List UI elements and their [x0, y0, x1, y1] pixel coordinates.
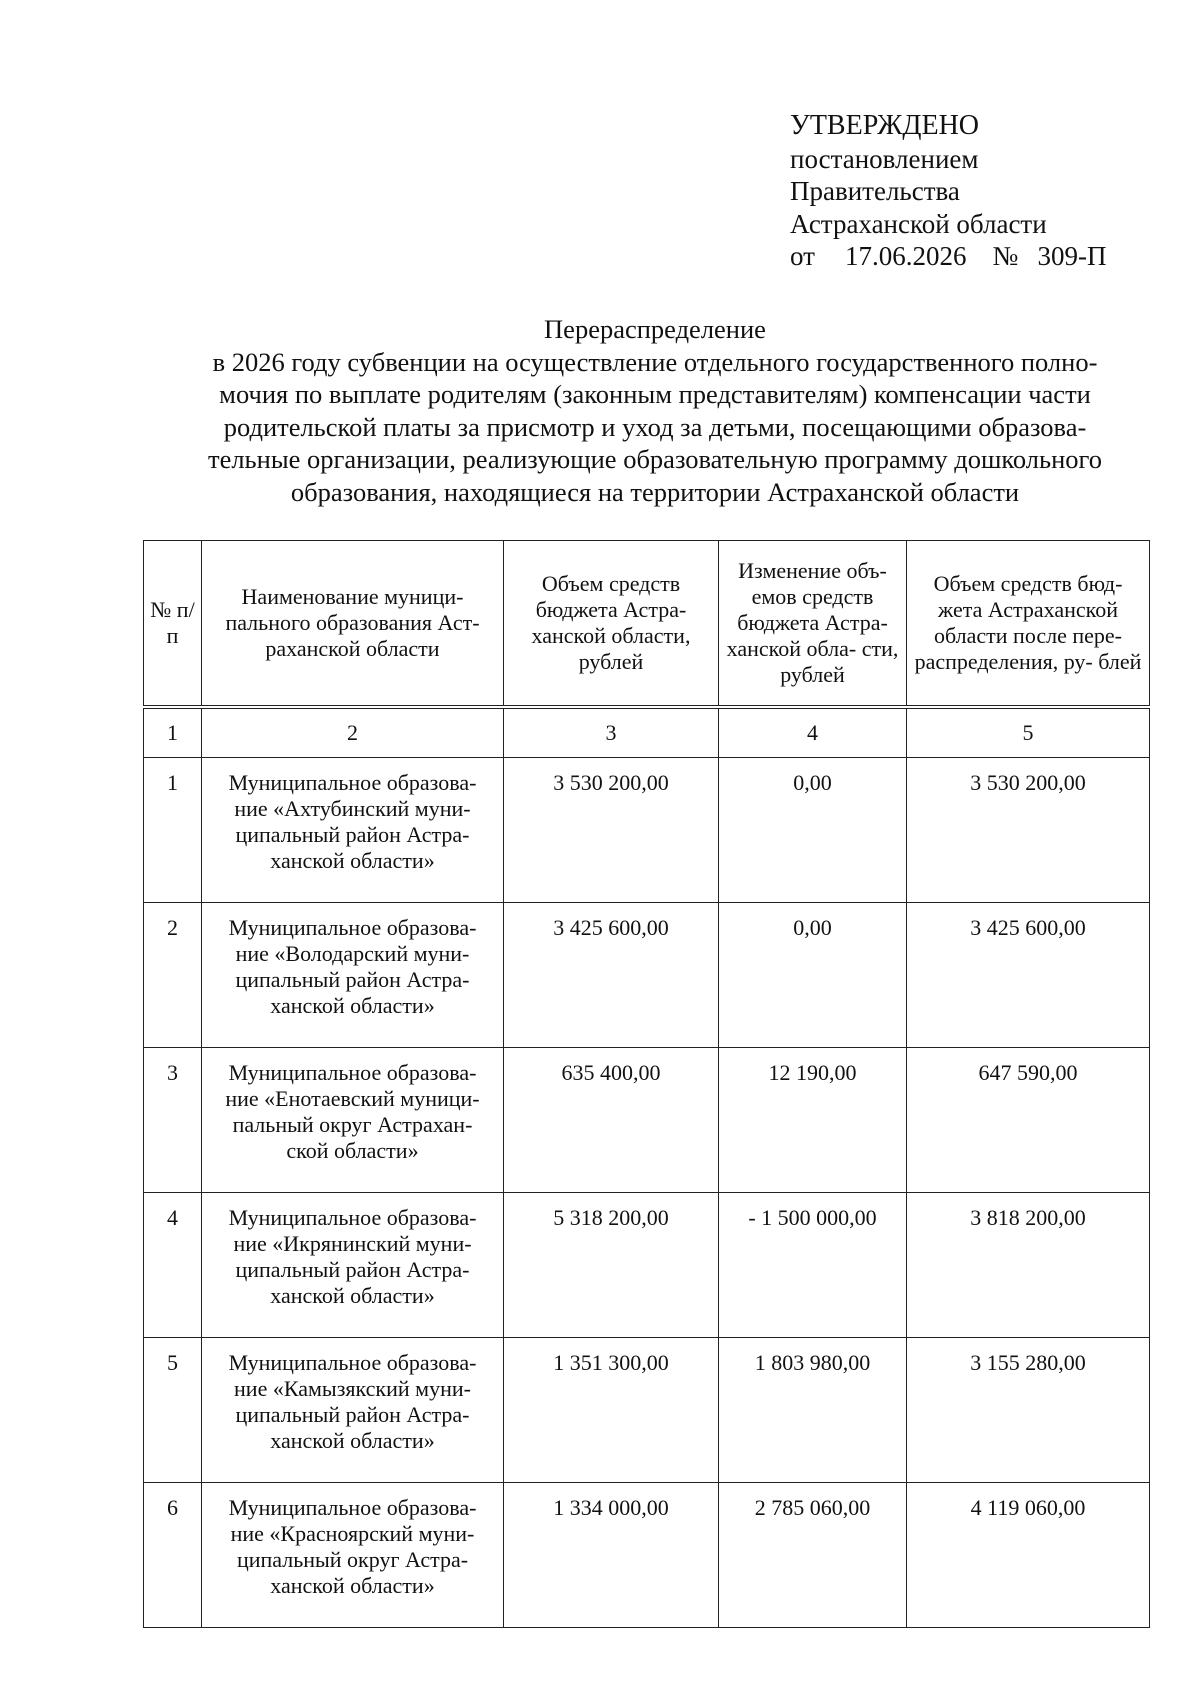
row-municipality: Муниципальное образова- ние «Камызякский муни- ципальный район Астра- ханской области» [202, 1338, 504, 1483]
row-change: - 1 500 000,00 [719, 1193, 907, 1338]
row-volume: 1 351 300,00 [504, 1338, 719, 1483]
approval-line: Астраханской области [790, 208, 1047, 239]
row-after: 3 425 600,00 [907, 903, 1150, 1048]
number-sign: № [992, 241, 1019, 271]
row-volume: 3 530 200,00 [504, 758, 719, 903]
row-after: 647 590,00 [907, 1048, 1150, 1193]
row-change: 12 190,00 [719, 1048, 907, 1193]
row-number: 1 [144, 758, 202, 903]
row-municipality: Муниципальное образова- ние «Красноярский муни- ципальный округ Астра- ханской области» [202, 1483, 504, 1628]
approval-title: УТВЕРЖДЕНО [790, 110, 980, 141]
header-number: № п/п [144, 541, 202, 706]
table-row [144, 1483, 1150, 1628]
approval-date-line [790, 240, 1107, 273]
approval-block [790, 110, 1107, 273]
row-volume: 1 334 000,00 [504, 1483, 719, 1628]
table-header-row [144, 541, 1150, 706]
date-prefix: от [790, 241, 815, 271]
row-volume: 635 400,00 [504, 1048, 719, 1193]
heading-line: родительской платы за присмотр и уход за детьми, посещающими образова- [223, 411, 1087, 442]
heading-line: мочия по выплате родителям (законным представителям) компенсации части [219, 379, 1091, 409]
column-number: 3 [504, 709, 719, 758]
row-number: 2 [144, 903, 202, 1048]
row-change: 1 803 980,00 [719, 1338, 907, 1483]
row-number: 4 [144, 1193, 202, 1338]
row-municipality: Муниципальное образова- ние «Володарский муни- ципальный район Астра- ханской области» [202, 903, 504, 1048]
table-row [144, 1338, 1150, 1483]
document-heading [160, 313, 1150, 508]
row-volume: 3 425 600,00 [504, 903, 719, 1048]
row-change: 0,00 [719, 903, 907, 1048]
row-change: 2 785 060,00 [719, 1483, 907, 1628]
row-municipality: Муниципальное образова- ние «Ахтубинский муни- ципальный район Астра- ханской области» [202, 758, 504, 903]
row-after: 4 119 060,00 [907, 1483, 1150, 1628]
approval-date: 17.06.2026 [845, 241, 967, 271]
row-after: 3 530 200,00 [907, 758, 1150, 903]
row-number: 5 [144, 1338, 202, 1483]
row-municipality: Муниципальное образова- ние «Енотаевский муници- пальный округ Астрахан- ской области» [202, 1048, 504, 1193]
table-row [144, 903, 1150, 1048]
approval-line: Правительства [790, 176, 960, 206]
redistribution-table [143, 540, 1150, 1628]
column-number: 1 [144, 709, 202, 758]
header-municipality: Наименование муници- пального образования Аст- раханской области [202, 541, 504, 706]
column-number: 4 [719, 709, 907, 758]
approval-number: 309-П [1037, 241, 1107, 271]
header-change: Изменение объ- емов средств бюджета Астра- ханской обла- сти, рублей [719, 541, 907, 706]
row-change: 0,00 [719, 758, 907, 903]
row-number: 6 [144, 1483, 202, 1628]
approval-line: постановлением [790, 143, 979, 174]
table-row [144, 1048, 1150, 1193]
heading-line: тельные организации, реализующие образовательную программу дошкольного [207, 444, 1102, 474]
header-after: Объем средств бюд- жета Астраханской области после пере- распределения, ру- блей [907, 541, 1150, 706]
header-volume: Объем средств бюджета Астра- ханской области, рублей [504, 541, 719, 706]
row-after: 3 155 280,00 [907, 1338, 1150, 1483]
column-number: 5 [907, 709, 1150, 758]
row-volume: 5 318 200,00 [504, 1193, 719, 1338]
row-number: 3 [144, 1048, 202, 1193]
column-numbers-row [144, 709, 1150, 758]
heading-line: образования, находящиеся на территории Астраханской области [290, 476, 1020, 507]
row-municipality: Муниципальное образова- ние «Икрянинский муни- ципальный район Астра- ханской области» [202, 1193, 504, 1338]
table-row [144, 1193, 1150, 1338]
row-after: 3 818 200,00 [907, 1193, 1150, 1338]
column-number: 2 [202, 709, 504, 758]
table-row [144, 758, 1150, 903]
heading-title: Перераспределение [544, 314, 766, 344]
heading-line: в 2026 году субвенции на осуществление отдельного государственного полно- [212, 346, 1098, 377]
